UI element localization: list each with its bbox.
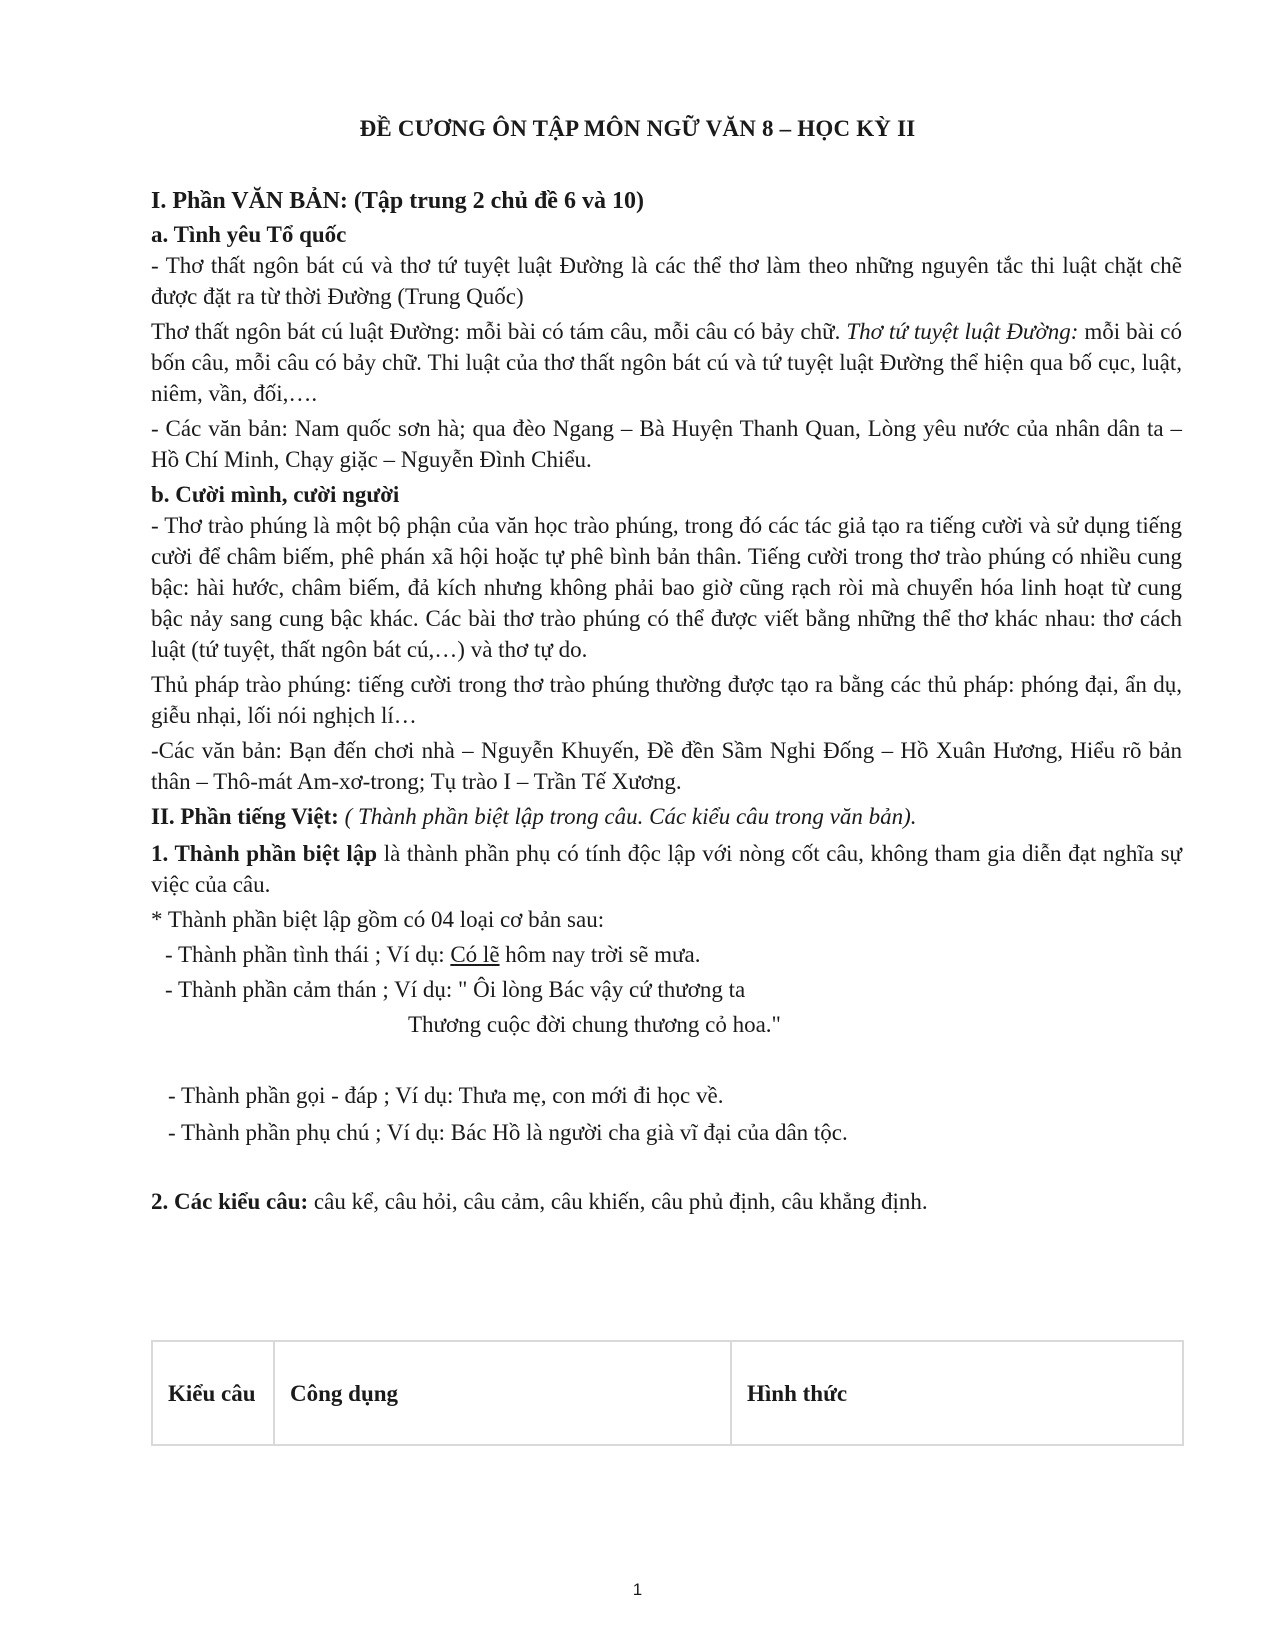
text-run: Thơ thất ngôn bát cú luật Đường: mỗi bài có tám câu, mỗi câu có bảy chữ. <box>151 319 847 344</box>
underlined-text: Có lẽ <box>450 942 500 967</box>
item-2-label: 2. Các kiểu câu: <box>151 1189 309 1214</box>
section-1-heading: I. Phần VĂN BẢN: (Tập trung 2 chủ đề 6 và 10) <box>151 188 644 214</box>
text-run: là thành phần phụ có tính độc lập với nòng cốt câu, không tham gia diễn đạt nghĩa sự việc của câu. <box>151 841 1182 897</box>
paragraph: Thủ pháp trào phúng: tiếng cười trong thơ trào phúng thường được tạo ra bằng các thủ pháp: phóng đại, ẩn dụ, giễu nhại, lối nói nghịch lí… <box>151 672 1182 728</box>
text-run: câu kể, câu hỏi, câu cảm, câu khiến, câu phủ định, câu khẳng định. <box>308 1189 928 1214</box>
poem-line: Thương cuộc đời chung thương cỏ hoa." <box>408 1012 781 1037</box>
heading-bold-part: II. Phần tiếng Việt: <box>151 804 339 829</box>
heading-italic-part: ( Thành phần biệt lập trong câu. Các kiểu câu trong văn bản). <box>338 804 917 829</box>
paragraph <box>151 1186 1182 1217</box>
text-run: mỗi bài có bốn câu, mỗi câu có bảy chữ. Thi luật của thơ thất ngôn bát cú và tứ tuyệt luật Đường thể hiện qua bố cục, luật, niêm, vần, đối,…. <box>151 319 1182 406</box>
table-header-row <box>152 1341 1183 1445</box>
text-run: - Thành phần tình thái ; Ví dụ: <box>165 942 451 967</box>
document-title: ĐỀ CƯƠNG ÔN TẬP MÔN NGỮ VĂN 8 – HỌC KỲ II <box>359 116 916 141</box>
subsection-a-heading: a. Tình yêu Tổ quốc <box>151 222 347 247</box>
paragraph: - Các văn bản: Nam quốc sơn hà; qua đèo Ngang – Bà Huyện Thanh Quan, Lòng yêu nước của nhân dân ta – Hồ Chí Minh, Chạy giặc – Nguyễn Đình Chiểu. <box>151 416 1182 472</box>
italic-text-run: Thơ tứ tuyệt luật Đường: <box>846 319 1079 344</box>
table-header-cell: Hình thức <box>731 1341 1183 1445</box>
item-1-label: 1. Thành phần biệt lập <box>151 841 378 866</box>
paragraph <box>151 316 1182 409</box>
section-2-heading <box>151 801 1182 832</box>
list-item: - Thành phần phụ chú ; Ví dụ: Bác Hồ là người cha già vĩ đại của dân tộc. <box>168 1120 848 1145</box>
list-item: - Thành phần cảm thán ; Ví dụ: " Ôi lòng Bác vậy cứ thương ta <box>165 977 746 1002</box>
paragraph: - Thơ thất ngôn bát cú và thơ tứ tuyệt luật Đường là các thể thơ làm theo những nguyên tắc thi luật chặt chẽ được đặt ra từ thời Đường (Trung Quốc) <box>151 253 1182 309</box>
paragraph: - Thơ trào phúng là một bộ phận của văn học trào phúng, trong đó các tác giả tạo ra tiếng cười và sử dụng tiếng cười để châm biếm, phê phán xã hội hoặc tự phê bình bản thân. Tiếng cười trong thơ trào phúng có nhiều cung bậc: hài hước, châm biếm, đả kích nhưng không phải bao giờ cũng rạch ròi mà chuyển hóa linh hoạt từ cung bậc nảy sang cung bậc khác. Các bài thơ trào phúng có thể được viết bằng những thể thơ khác nhau: thơ cách luật (tứ tuyệt, thất ngôn bát cú,…) và thơ tự do. <box>151 513 1182 662</box>
list-item <box>151 939 1182 970</box>
list-item: - Thành phần gọi - đáp ; Ví dụ: Thưa mẹ, con mới đi học về. <box>168 1083 724 1108</box>
paragraph <box>151 838 1182 900</box>
sentence-types-table <box>151 1340 1184 1446</box>
subsection-b-heading: b. Cười mình, cười người <box>151 482 400 507</box>
table-header-cell: Kiểu câu <box>152 1341 274 1445</box>
paragraph: -Các văn bản: Bạn đến chơi nhà – Nguyễn Khuyến, Đề đền Sầm Nghi Đống – Hồ Xuân Hương, Hiểu rõ bản thân – Thô-mát Am-xơ-trong; Tụ trào I – Trần Tế Xương. <box>151 738 1182 794</box>
document-body <box>151 186 1182 1217</box>
page-number: 1 <box>632 1580 643 1599</box>
list-intro: * Thành phần biệt lập gồm có 04 loại cơ bản sau: <box>151 907 605 932</box>
text-run: hôm nay trời sẽ mưa. <box>499 942 701 967</box>
table-header-cell: Công dụng <box>274 1341 731 1445</box>
